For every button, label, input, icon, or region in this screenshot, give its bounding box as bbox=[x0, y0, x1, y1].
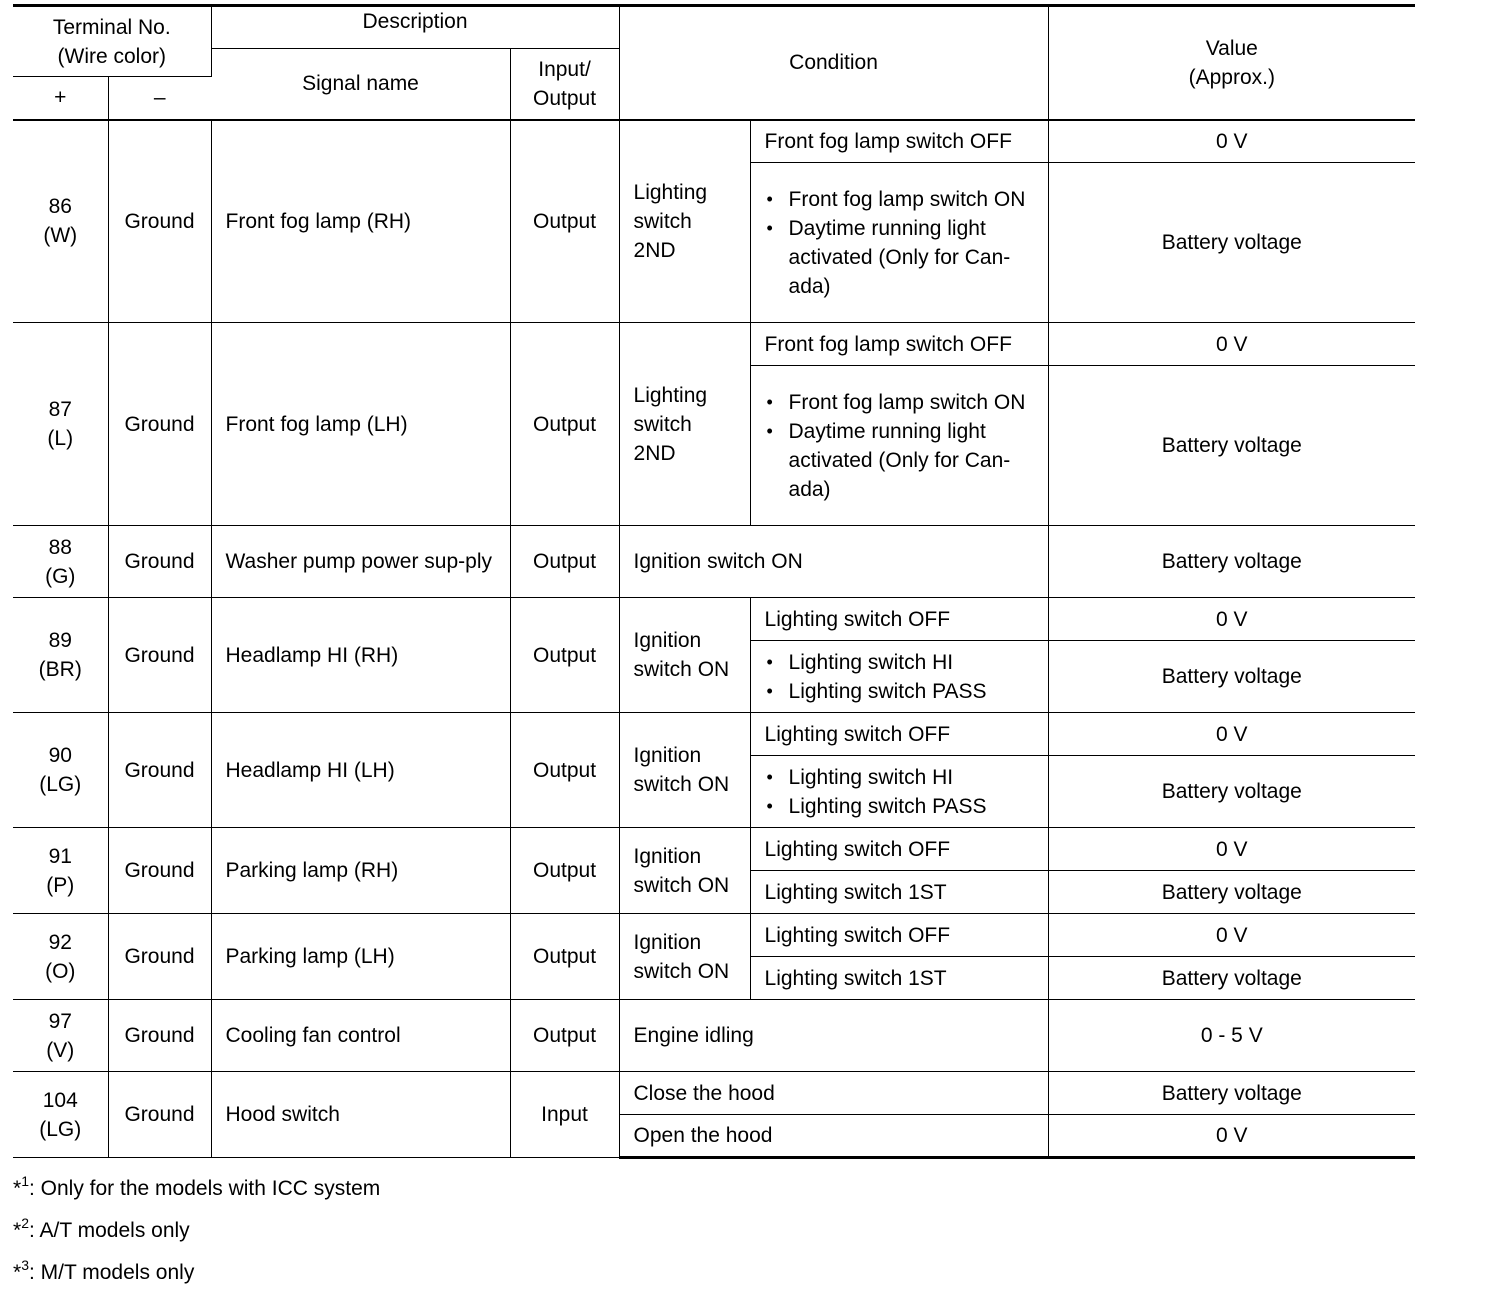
main-condition bbox=[619, 120, 750, 323]
signal-name: Front fog lamp (RH) bbox=[211, 120, 510, 323]
bullet-list bbox=[765, 185, 1040, 301]
table-row bbox=[13, 598, 1415, 641]
value-cell: Battery voltage bbox=[1048, 756, 1415, 828]
footnote bbox=[13, 1249, 380, 1291]
bullet-item: • Lighting switch PASS bbox=[765, 792, 1040, 821]
sub-condition bbox=[750, 163, 1048, 323]
value-cell: Battery voltage bbox=[1048, 871, 1415, 914]
table-row bbox=[13, 1000, 1415, 1072]
negative-terminal: Ground bbox=[108, 598, 211, 713]
terminal-cell bbox=[13, 120, 108, 323]
footnote-text: : Only for the models with ICC system bbox=[28, 1177, 381, 1200]
terminal-number: 87 bbox=[48, 398, 72, 421]
bullet-item: • Lighting switch PASS bbox=[765, 677, 1040, 706]
terminal-cell bbox=[13, 713, 108, 828]
wire-color: (BR) bbox=[38, 658, 82, 681]
value-label: Value bbox=[1205, 36, 1258, 60]
negative-terminal: Ground bbox=[108, 713, 211, 828]
condition-line: switch ON bbox=[633, 773, 730, 796]
value-cell: 0 - 5 V bbox=[1048, 1000, 1415, 1072]
condition-cell: Ignition switch ON bbox=[619, 526, 1048, 598]
condition-cell: Close the hood bbox=[619, 1072, 1048, 1115]
input-label: Input/ bbox=[538, 57, 591, 81]
value-cell: Battery voltage bbox=[1048, 641, 1415, 713]
wire-color: (O) bbox=[45, 959, 76, 983]
terminal-number: 88 bbox=[48, 535, 72, 559]
footnote-text: : M/T models only bbox=[28, 1261, 195, 1284]
input-output: Output bbox=[510, 120, 619, 323]
value-cell: 0 V bbox=[1048, 1115, 1415, 1158]
condition-cell: Open the hood bbox=[619, 1115, 1048, 1158]
sub-condition bbox=[750, 756, 1048, 828]
signal-name-header: Signal name bbox=[211, 49, 510, 120]
input-output: Input bbox=[510, 1072, 619, 1158]
main-condition bbox=[619, 323, 750, 526]
terminal-spec-table bbox=[13, 4, 1415, 1159]
bullet-list bbox=[765, 763, 1040, 821]
approx-label: (Approx.) bbox=[1188, 65, 1275, 89]
negative-terminal: Ground bbox=[108, 828, 211, 914]
condition-line: Ignition bbox=[633, 629, 702, 652]
terminal-no-label: Terminal No. bbox=[52, 15, 171, 39]
negative-terminal: Ground bbox=[108, 914, 211, 1000]
condition-line: switch bbox=[633, 209, 692, 233]
value-cell: Battery voltage bbox=[1048, 1072, 1415, 1115]
terminal-number: 89 bbox=[48, 629, 72, 652]
main-condition bbox=[619, 598, 750, 713]
main-condition bbox=[619, 713, 750, 828]
footnote-number: 2 bbox=[21, 1215, 29, 1231]
value-cell: Battery voltage bbox=[1048, 163, 1415, 323]
table-row bbox=[13, 1072, 1415, 1115]
minus-header: – bbox=[108, 77, 211, 120]
footnote-number: 3 bbox=[21, 1257, 29, 1273]
footnote-mark: * bbox=[13, 1261, 22, 1284]
condition-line: Lighting bbox=[633, 180, 708, 204]
terminal-cell bbox=[13, 526, 108, 598]
main-condition bbox=[619, 828, 750, 914]
sub-condition: Lighting switch OFF bbox=[750, 598, 1048, 641]
value-header bbox=[1048, 6, 1415, 120]
table-row bbox=[13, 914, 1415, 957]
signal-name: Hood switch bbox=[211, 1072, 510, 1158]
footnote-number: 1 bbox=[21, 1173, 29, 1189]
negative-terminal: Ground bbox=[108, 120, 211, 323]
value-cell: 0 V bbox=[1048, 914, 1415, 957]
footnote bbox=[13, 1207, 380, 1249]
condition-cell: Engine idling bbox=[619, 1000, 1048, 1072]
input-output: Output bbox=[510, 598, 619, 713]
signal-name: Parking lamp (RH) bbox=[211, 828, 510, 914]
wire-color: (L) bbox=[47, 427, 74, 450]
sub-condition: Lighting switch 1ST bbox=[750, 957, 1048, 1000]
negative-terminal: Ground bbox=[108, 526, 211, 598]
signal-name: Washer pump power sup-ply bbox=[211, 526, 510, 598]
wire-color: (V) bbox=[46, 1038, 75, 1062]
table-row bbox=[13, 120, 1415, 163]
bullet-item: • Lighting switch HI bbox=[765, 763, 1040, 792]
condition-line: Lighting bbox=[633, 383, 708, 407]
negative-terminal: Ground bbox=[108, 323, 211, 526]
footnote-mark: * bbox=[13, 1219, 22, 1242]
condition-line: switch ON bbox=[633, 873, 730, 897]
description-header: Description bbox=[211, 6, 619, 49]
terminal-cell bbox=[13, 914, 108, 1000]
negative-terminal: Ground bbox=[108, 1072, 211, 1158]
condition-line: 2ND bbox=[633, 441, 676, 465]
input-output-header bbox=[510, 49, 619, 120]
value-cell: Battery voltage bbox=[1048, 366, 1415, 526]
input-output: Output bbox=[510, 1000, 619, 1072]
signal-name: Headlamp HI (RH) bbox=[211, 598, 510, 713]
sub-condition: Front fog lamp switch OFF bbox=[750, 323, 1048, 366]
table-row bbox=[13, 828, 1415, 871]
wire-color: (LG) bbox=[39, 773, 82, 796]
terminal-number: 86 bbox=[48, 195, 72, 219]
input-output: Output bbox=[510, 713, 619, 828]
terminal-number: 91 bbox=[48, 844, 72, 868]
table-row bbox=[13, 323, 1415, 366]
footnote-text: : A/T models only bbox=[28, 1219, 190, 1242]
signal-name: Cooling fan control bbox=[211, 1000, 510, 1072]
condition-line: switch ON bbox=[633, 959, 730, 983]
condition-line: Ignition bbox=[633, 744, 702, 767]
sub-condition bbox=[750, 641, 1048, 713]
negative-terminal: Ground bbox=[108, 1000, 211, 1072]
footnote bbox=[13, 1165, 380, 1207]
value-cell: 0 V bbox=[1048, 323, 1415, 366]
wire-color: (W) bbox=[43, 224, 78, 248]
input-output: Output bbox=[510, 914, 619, 1000]
footnotes bbox=[13, 1165, 380, 1291]
terminal-number: 104 bbox=[42, 1088, 78, 1112]
table-row bbox=[13, 713, 1415, 756]
terminal-cell bbox=[13, 1072, 108, 1158]
plus-header: + bbox=[13, 77, 108, 120]
terminal-cell bbox=[13, 598, 108, 713]
bullet-list bbox=[765, 388, 1040, 504]
value-cell: Battery voltage bbox=[1048, 957, 1415, 1000]
sub-condition: Lighting switch OFF bbox=[750, 713, 1048, 756]
input-output: Output bbox=[510, 526, 619, 598]
terminal-number: 92 bbox=[48, 930, 72, 954]
bullet-list bbox=[765, 648, 1040, 706]
value-cell: 0 V bbox=[1048, 598, 1415, 641]
terminal-cell bbox=[13, 828, 108, 914]
wire-color: (LG) bbox=[39, 1117, 82, 1141]
wire-color-label: (Wire color) bbox=[57, 44, 166, 68]
output-label: Output bbox=[532, 86, 597, 110]
sub-condition: Lighting switch OFF bbox=[750, 914, 1048, 957]
condition-line: Ignition bbox=[633, 930, 702, 954]
wire-color: (P) bbox=[46, 873, 75, 897]
sub-condition: Front fog lamp switch OFF bbox=[750, 120, 1048, 163]
terminal-number: 90 bbox=[48, 744, 72, 767]
condition-header: Condition bbox=[619, 6, 1048, 120]
footnote-mark: * bbox=[13, 1177, 22, 1200]
sub-condition: Lighting switch OFF bbox=[750, 828, 1048, 871]
input-output: Output bbox=[510, 323, 619, 526]
terminal-cell bbox=[13, 1000, 108, 1072]
terminal-number: 97 bbox=[48, 1009, 72, 1033]
bullet-item: • Daytime running light activated (Only for Can-ada) bbox=[765, 214, 1040, 301]
signal-name: Headlamp HI (LH) bbox=[211, 713, 510, 828]
bullet-item: • Daytime running light activated (Only for Can-ada) bbox=[765, 417, 1040, 504]
wire-color: (G) bbox=[45, 564, 76, 588]
condition-line: Ignition bbox=[633, 844, 702, 868]
signal-name: Parking lamp (LH) bbox=[211, 914, 510, 1000]
input-output: Output bbox=[510, 828, 619, 914]
sub-condition bbox=[750, 366, 1048, 526]
value-cell: 0 V bbox=[1048, 120, 1415, 163]
bullet-item: • Lighting switch HI bbox=[765, 648, 1040, 677]
value-cell: 0 V bbox=[1048, 828, 1415, 871]
condition-line: switch ON bbox=[633, 658, 730, 681]
sub-condition: Lighting switch 1ST bbox=[750, 871, 1048, 914]
terminal-no-header bbox=[13, 6, 211, 77]
terminal-cell bbox=[13, 323, 108, 526]
main-condition bbox=[619, 914, 750, 1000]
signal-name: Front fog lamp (LH) bbox=[211, 323, 510, 526]
condition-line: switch bbox=[633, 412, 692, 436]
value-cell: Battery voltage bbox=[1048, 526, 1415, 598]
bullet-item: • Front fog lamp switch ON bbox=[765, 388, 1040, 417]
value-cell: 0 V bbox=[1048, 713, 1415, 756]
bullet-item: • Front fog lamp switch ON bbox=[765, 185, 1040, 214]
condition-line: 2ND bbox=[633, 238, 676, 262]
table-row bbox=[13, 526, 1415, 598]
